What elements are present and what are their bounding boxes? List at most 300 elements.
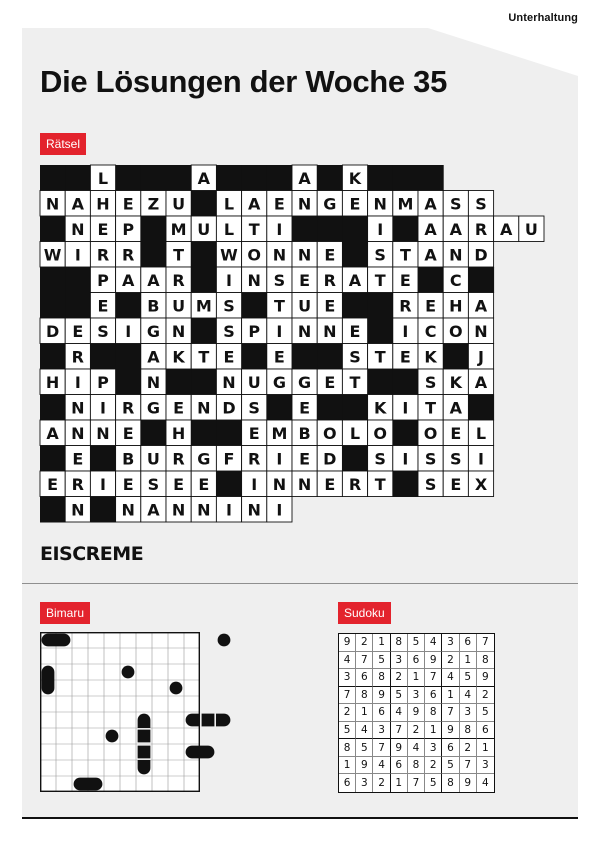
- cell-letter: I: [276, 219, 283, 239]
- cell-letter: J: [478, 347, 484, 367]
- cell-letter: E: [273, 347, 285, 367]
- ship-submarine: [218, 634, 231, 647]
- sudoku-cell: 9: [477, 669, 494, 687]
- sudoku-cell: 3: [339, 669, 356, 687]
- black-cell: [216, 165, 242, 191]
- cell-letter: T: [273, 296, 285, 316]
- cell-letter: E: [399, 347, 411, 367]
- black-cell: [141, 165, 167, 191]
- cell-letter: S: [349, 347, 361, 367]
- black-cell: [368, 318, 394, 344]
- bimaru-grid: [40, 632, 200, 792]
- cell-letter: L: [349, 423, 361, 443]
- cell-letter: N: [121, 500, 135, 520]
- black-cell: [317, 216, 343, 242]
- sudoku-cell: 7: [356, 652, 373, 670]
- sudoku-cell: 4: [482, 777, 489, 790]
- cell-letter: A: [71, 194, 84, 214]
- cell-letter: I: [276, 321, 283, 341]
- cell-letter: N: [197, 500, 211, 520]
- cell-letter: I: [125, 321, 132, 341]
- black-cell: [468, 395, 494, 421]
- cell-letter: A: [449, 398, 462, 418]
- cell-letter: I: [100, 398, 106, 418]
- cell-letter: S: [223, 296, 235, 316]
- cell-letter: N: [474, 321, 488, 341]
- sudoku-cell: 6: [460, 634, 477, 652]
- cell-letter: I: [251, 474, 258, 494]
- sudoku-cell: 5: [356, 739, 373, 757]
- sudoku-cell: 9: [339, 634, 356, 652]
- sudoku-cell: 2: [339, 704, 356, 722]
- cell-letter: O: [247, 245, 262, 265]
- sudoku-cell: 4: [339, 652, 356, 670]
- cell-letter: R: [474, 219, 488, 239]
- black-cell: [191, 369, 217, 395]
- sudoku-cell: 2: [373, 774, 390, 792]
- sudoku-cell: 5: [425, 774, 442, 792]
- sudoku-cell: 2: [425, 757, 442, 775]
- cell-letter: T: [374, 270, 386, 290]
- cell-letter: N: [297, 474, 312, 494]
- cell-letter: N: [247, 270, 261, 290]
- black-cell: [40, 267, 66, 293]
- cell-letter: L: [97, 168, 109, 188]
- cell-letter: A: [298, 168, 311, 188]
- cell-letter: E: [72, 321, 84, 341]
- black-cell: [342, 395, 368, 421]
- ship-end: [186, 714, 200, 727]
- sudoku-cell: 7: [373, 739, 390, 757]
- black-cell: [342, 216, 368, 242]
- cell-letter: F: [223, 449, 235, 469]
- black-cell: [317, 395, 343, 421]
- cell-letter: E: [173, 474, 185, 494]
- cell-letter: G: [323, 194, 337, 214]
- cell-letter: L: [223, 194, 235, 214]
- sudoku-cell: 8: [356, 687, 373, 705]
- ship-end: [88, 778, 102, 791]
- cell-letter: A: [474, 372, 488, 392]
- cell-letter: R: [348, 474, 362, 494]
- sudoku-cell: 8: [425, 704, 442, 722]
- sudoku-cell: 6: [477, 722, 494, 740]
- black-cell: [40, 446, 66, 472]
- sudoku-cell: 7: [477, 634, 494, 652]
- sudoku-cell: 7: [408, 774, 425, 792]
- sudoku-cell: 1: [442, 687, 459, 705]
- sudoku-cell: 7: [425, 669, 442, 687]
- cell-letter: T: [374, 347, 386, 367]
- sudoku-cell: 8: [373, 669, 390, 687]
- cell-letter: Z: [147, 194, 160, 214]
- black-cell: [292, 344, 318, 370]
- cell-letter: M: [170, 219, 187, 239]
- black-cell: [393, 165, 419, 191]
- cell-letter: R: [323, 270, 336, 290]
- sudoku-cell: 4: [391, 704, 408, 722]
- black-cell: [342, 293, 368, 319]
- cell-letter: K: [348, 168, 362, 188]
- cell-letter: K: [424, 347, 437, 367]
- cell-letter: U: [172, 296, 186, 316]
- cell-letter: G: [197, 449, 211, 469]
- cell-letter: S: [374, 449, 386, 469]
- sudoku-cell: 9: [356, 757, 373, 775]
- cell-letter: E: [299, 270, 311, 290]
- sudoku-cell: 5: [460, 669, 477, 687]
- cell-letter: E: [248, 423, 260, 443]
- cell-letter: E: [97, 296, 109, 316]
- cell-letter: R: [96, 245, 110, 265]
- black-cell: [393, 216, 419, 242]
- cell-letter: I: [100, 474, 106, 494]
- cell-letter: E: [198, 474, 210, 494]
- cell-letter: E: [97, 219, 109, 239]
- ship-submarine: [106, 730, 119, 743]
- sudoku-cell: 7: [339, 687, 356, 705]
- ship-middle: [202, 714, 215, 727]
- sudoku-cell: 2: [477, 687, 494, 705]
- cell-letter: H: [171, 423, 186, 443]
- black-cell: [418, 165, 444, 191]
- black-cell: [443, 344, 469, 370]
- ship-middle: [138, 730, 151, 743]
- sudoku-cell: 8: [477, 652, 494, 670]
- cell-letter: N: [272, 474, 287, 494]
- sudoku-grid: [338, 633, 495, 793]
- cell-letter: O: [322, 423, 337, 443]
- black-cell: [418, 267, 444, 293]
- cell-letter: N: [171, 321, 186, 341]
- sudoku-cell: 1: [408, 669, 425, 687]
- cell-letter: S: [450, 194, 462, 214]
- cell-letter: A: [147, 347, 160, 367]
- sudoku-cell: 7: [442, 704, 459, 722]
- cell-letter: N: [222, 372, 236, 392]
- cell-letter: A: [500, 219, 513, 239]
- sudoku-cell: 1: [477, 739, 494, 757]
- crossword-solution: EISCREME: [40, 543, 144, 565]
- sudoku-cell: 6: [356, 669, 373, 687]
- bottom-rule: [22, 817, 578, 819]
- cell-letter: A: [122, 270, 135, 290]
- black-cell: [141, 216, 167, 242]
- cell-letter: N: [449, 245, 463, 265]
- cell-letter: E: [122, 423, 134, 443]
- cell-letter: E: [72, 449, 84, 469]
- black-cell: [65, 293, 91, 319]
- cell-letter: A: [147, 500, 160, 520]
- ship-middle: [138, 746, 151, 759]
- cell-letter: H: [449, 296, 463, 316]
- sudoku-cell: 9: [373, 687, 390, 705]
- black-cell: [368, 369, 394, 395]
- cell-letter: N: [323, 321, 337, 341]
- black-cell: [90, 446, 116, 472]
- section-divider: [22, 583, 578, 584]
- cell-letter: B: [298, 423, 311, 443]
- black-cell: [65, 165, 91, 191]
- cell-letter: N: [197, 398, 211, 418]
- black-cell: [116, 344, 142, 370]
- cell-letter: N: [96, 423, 110, 443]
- cell-letter: E: [324, 245, 336, 265]
- cell-letter: E: [122, 194, 134, 214]
- black-cell: [242, 165, 268, 191]
- black-cell: [116, 293, 142, 319]
- black-cell: [40, 165, 66, 191]
- cell-letter: A: [424, 219, 437, 239]
- cell-letter: U: [247, 372, 261, 392]
- cell-letter: E: [349, 194, 361, 214]
- sudoku-cell: 3: [391, 652, 408, 670]
- sudoku-cell: 1: [373, 634, 390, 652]
- cell-letter: N: [146, 372, 161, 392]
- cell-letter: S: [424, 474, 437, 494]
- ship-submarine: [170, 682, 183, 695]
- cell-letter: K: [449, 372, 463, 392]
- cell-letter: A: [46, 423, 59, 443]
- cell-letter: L: [475, 423, 487, 443]
- black-cell: [393, 471, 419, 497]
- cell-letter: A: [449, 219, 462, 239]
- black-cell: [393, 369, 419, 395]
- sudoku-cell: 6: [408, 652, 425, 670]
- black-cell: [393, 420, 419, 446]
- cell-letter: N: [272, 245, 287, 265]
- cell-letter: A: [424, 194, 437, 214]
- cell-letter: I: [276, 500, 283, 520]
- black-cell: [468, 267, 494, 293]
- black-cell: [342, 446, 368, 472]
- black-cell: [342, 242, 368, 268]
- sudoku-cell: 3: [477, 757, 494, 775]
- black-cell: [40, 293, 66, 319]
- cell-letter: D: [222, 398, 236, 418]
- sudoku-cell: 1: [391, 774, 408, 792]
- cell-letter: E: [122, 474, 134, 494]
- cell-letter: A: [348, 270, 362, 290]
- sudoku-cell: 6: [391, 757, 408, 775]
- cell-letter: E: [450, 423, 462, 443]
- black-cell: [191, 420, 217, 446]
- cell-letter: E: [399, 270, 411, 290]
- black-cell: [116, 369, 142, 395]
- cell-letter: T: [248, 219, 260, 239]
- cell-letter: L: [223, 219, 235, 239]
- sudoku-cell: 5: [477, 704, 494, 722]
- sudoku-cell: 2: [460, 739, 477, 757]
- cell-letter: K: [172, 347, 185, 367]
- black-cell: [317, 344, 343, 370]
- ship-end: [56, 634, 70, 647]
- cell-letter: E: [299, 449, 311, 469]
- sudoku-cell: 9: [460, 774, 477, 792]
- black-cell: [267, 165, 293, 191]
- sudoku-cell: 7: [391, 722, 408, 740]
- cell-letter: T: [374, 474, 386, 494]
- sudoku-cell: 2: [408, 722, 425, 740]
- cell-letter: W: [43, 245, 62, 265]
- sudoku-cell: 3: [408, 687, 425, 705]
- cell-letter: I: [226, 500, 232, 520]
- bimaru-tag: Bimaru: [40, 602, 90, 624]
- cell-letter: U: [172, 194, 186, 214]
- cell-letter: R: [122, 245, 135, 265]
- sudoku-cell: 4: [442, 669, 459, 687]
- cell-letter: N: [71, 423, 85, 443]
- cell-letter: S: [223, 321, 235, 341]
- cell-letter: M: [397, 194, 414, 214]
- cell-letter: S: [374, 245, 386, 265]
- sudoku-cell: 9: [442, 722, 459, 740]
- cell-letter: R: [71, 347, 84, 367]
- cell-letter: E: [273, 194, 285, 214]
- black-cell: [191, 242, 217, 268]
- cell-letter: A: [424, 245, 437, 265]
- cell-letter: I: [226, 270, 232, 290]
- sudoku-cell: 3: [373, 722, 390, 740]
- sudoku-cell: 1: [356, 704, 373, 722]
- black-cell: [90, 344, 116, 370]
- ship-end: [186, 746, 200, 759]
- sudoku-cell: 8: [339, 739, 356, 757]
- cell-letter: X: [474, 474, 488, 494]
- black-cell: [242, 293, 268, 319]
- cell-letter: M: [195, 296, 212, 316]
- cell-letter: T: [399, 245, 411, 265]
- black-cell: [267, 395, 293, 421]
- cell-letter: E: [324, 474, 336, 494]
- cell-letter: N: [71, 398, 85, 418]
- sudoku-cell: 5: [339, 722, 356, 740]
- crossword-grid: [40, 165, 538, 525]
- cell-letter: S: [147, 474, 160, 494]
- ship-end: [42, 666, 55, 680]
- black-cell: [65, 267, 91, 293]
- cell-letter: P: [248, 321, 261, 341]
- cell-letter: P: [122, 219, 135, 239]
- cell-letter: S: [97, 321, 109, 341]
- cell-letter: S: [424, 449, 437, 469]
- sudoku-cell: 1: [339, 757, 356, 775]
- ship-end: [200, 746, 214, 759]
- cell-letter: O: [373, 423, 388, 443]
- cell-letter: N: [297, 245, 312, 265]
- sudoku-cell: 5: [408, 634, 425, 652]
- cell-letter: N: [247, 500, 261, 520]
- cell-letter: S: [475, 194, 487, 214]
- sudoku-cell: 6: [442, 739, 459, 757]
- sudoku-cell: 2: [356, 634, 373, 652]
- black-cell: [141, 242, 167, 268]
- cell-letter: N: [297, 194, 312, 214]
- cell-letter: S: [450, 449, 462, 469]
- ship-end: [42, 634, 56, 647]
- sudoku-cell: 9: [391, 739, 408, 757]
- sudoku-cell: 7: [460, 757, 477, 775]
- black-cell: [216, 420, 242, 446]
- cell-letter: N: [45, 194, 60, 214]
- cell-letter: A: [474, 296, 488, 316]
- ship-end: [138, 714, 151, 728]
- cell-letter: T: [173, 245, 185, 265]
- ship-end: [74, 778, 88, 791]
- cell-letter: E: [299, 398, 311, 418]
- panel-corner-cut: [428, 28, 578, 76]
- sudoku-cell: 2: [391, 669, 408, 687]
- cell-letter: W: [220, 245, 238, 265]
- cell-letter: B: [122, 449, 135, 469]
- cell-letter: E: [324, 372, 336, 392]
- black-cell: [368, 293, 394, 319]
- black-cell: [40, 395, 66, 421]
- cell-letter: R: [71, 474, 84, 494]
- cell-letter: N: [171, 500, 186, 520]
- cell-letter: I: [402, 398, 409, 418]
- sudoku-tag: Sudoku: [338, 602, 391, 624]
- black-cell: [368, 165, 394, 191]
- sudoku-cell: 3: [356, 774, 373, 792]
- sudoku-cell: 6: [373, 704, 390, 722]
- sudoku-cell: 1: [425, 722, 442, 740]
- sudoku-cell: 8: [442, 774, 459, 792]
- raetsel-tag: Rätsel: [40, 133, 86, 155]
- black-cell: [216, 471, 242, 497]
- sudoku-cell: 3: [460, 704, 477, 722]
- cell-letter: S: [273, 270, 286, 290]
- cell-letter: R: [172, 449, 185, 469]
- sudoku-cell: 4: [460, 687, 477, 705]
- cell-letter: R: [172, 270, 185, 290]
- cell-letter: D: [474, 245, 488, 265]
- black-cell: [191, 191, 217, 217]
- cell-letter: H: [45, 372, 60, 392]
- sudoku-cell: 4: [373, 757, 390, 775]
- cell-letter: A: [147, 270, 160, 290]
- sudoku-cell: 9: [425, 652, 442, 670]
- black-cell: [292, 216, 318, 242]
- sudoku-cell: 5: [442, 757, 459, 775]
- cell-letter: E: [349, 321, 361, 341]
- black-cell: [317, 165, 343, 191]
- cell-letter: S: [248, 398, 260, 418]
- sudoku-cell: 3: [425, 739, 442, 757]
- cell-letter: N: [297, 321, 312, 341]
- cell-letter: D: [323, 449, 337, 469]
- black-cell: [116, 165, 142, 191]
- black-cell: [242, 344, 268, 370]
- black-cell: [191, 267, 217, 293]
- cell-letter: E: [324, 296, 336, 316]
- cell-letter: S: [424, 372, 437, 392]
- black-cell: [40, 216, 66, 242]
- cell-letter: U: [197, 219, 211, 239]
- cell-letter: G: [146, 321, 160, 341]
- page-title: Die Lösungen der Woche 35: [40, 64, 448, 99]
- section-label: Unterhaltung: [508, 12, 578, 24]
- cell-letter: T: [198, 347, 210, 367]
- cell-letter: K: [373, 398, 387, 418]
- cell-letter: N: [71, 500, 85, 520]
- cell-letter: M: [271, 423, 288, 443]
- cell-letter: G: [146, 398, 160, 418]
- sudoku-cell: 8: [391, 634, 408, 652]
- cell-letter: I: [74, 245, 81, 265]
- cell-letter: I: [402, 321, 409, 341]
- cell-letter: I: [74, 372, 81, 392]
